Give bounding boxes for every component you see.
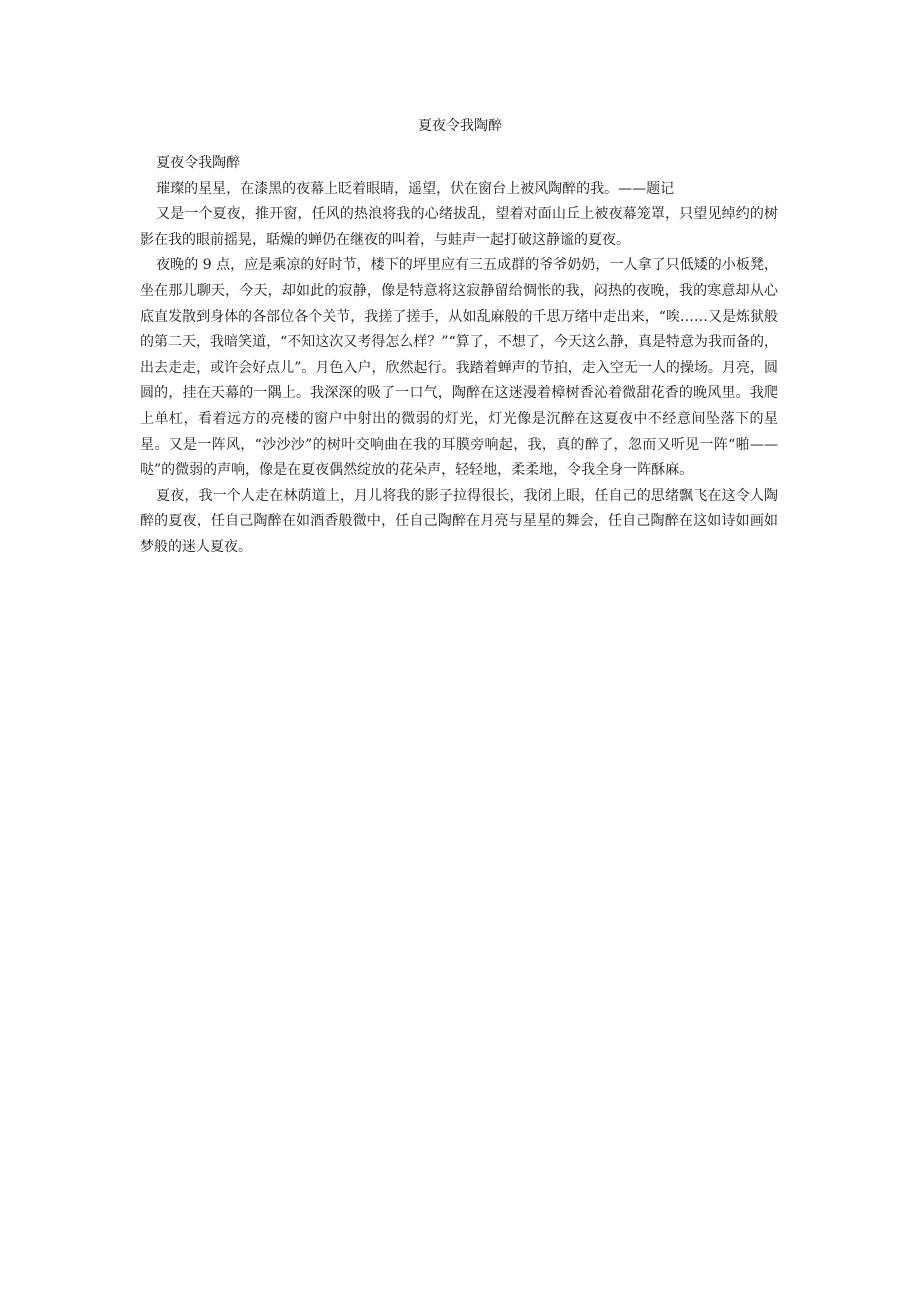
document-body <box>140 151 778 561</box>
paragraph-1: 又是一个夏夜，推开窗，任风的热浪将我的心绪拔乱，望着对面山丘上被夜幕笼罩，只望见绰约的树影在我的眼前摇晃，聒燥的蝉仍在继夜的叫着，与蛙声一起打破这静谧的夏夜。 <box>140 206 778 248</box>
document-title: 夏夜令我陶醉 <box>418 118 502 134</box>
paragraph-3: 夏夜，我一个人走在林荫道上，月儿将我的影子拉得很长，我闭上眼，任自己的思绪飘飞在这令人陶醉的夏夜，任自己陶醉在如酒香般微中，任自己陶醉在月亮与星星的舞会，任自己陶醉在这如诗如画如梦般的迷人夏夜。 <box>140 487 778 555</box>
paragraph-subtitle: 夏夜令我陶醉 <box>156 155 241 171</box>
paragraph-2: 夜晚的 9 点，应是乘凉的好时节，楼下的坪里应有三五成群的爷爷奶奶，一人拿了只低矮的小板凳，坐在那儿聊天，今天，却如此的寂静，像是特意将这寂静留给惆怅的我，闷热的夜晚，我的寒意却从心底直发散到身体的各部位各个关节，我搓了搓手，从如乱麻般的千思万绪中走出来，“唉……又是炼狱般的第二天，我暗笑道，“不知这次又考得怎么样？”“算了，不想了，今天这么静，真是特意为我而备的，出去走走，或许会好点儿”。月色入户，欣然起行。我踏着蝉声的节拍，走入空无一人的操场。月亮，圆圆的，挂在天幕的一隅上。我深深的吸了一口气，陶醉在这迷漫着樟树香沁着微甜花香的晚风里。我爬上单杠，看着远方的亮楼的窗户中射出的微弱的灯光，灯光像是沉醉在这夏夜中不经意间坠落下的星星。又是一阵风，“沙沙沙”的树叶交响曲在我的耳膜旁响起，我，真的醉了，忽而又听见一阵“啪——哒”的微弱的声响，像是在夏夜偶然绽放的花朵声，轻轻地，柔柔地，令我全身一阵酥麻。 <box>140 257 778 479</box>
paragraph-epigraph: 璀璨的星星，在漆黑的夜幕上眨着眼睛，遥望，伏在窗台上被风陶醉的我。——题记 <box>156 180 675 197</box>
